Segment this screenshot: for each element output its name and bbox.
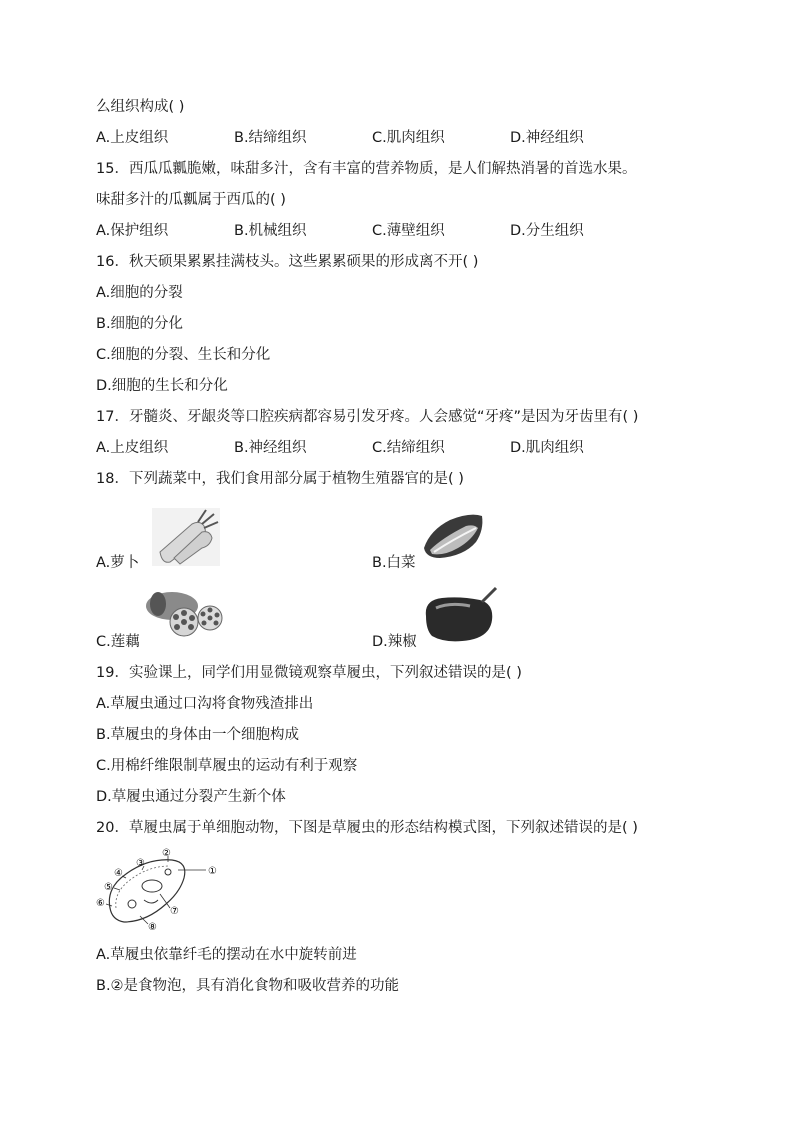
- q15-stem-line1: 15．西瓜瓜瓤脆嫩，味甜多汁，含有丰富的营养物质，是人们解热消暑的首选水果。: [96, 161, 637, 177]
- q19-option-c[interactable]: C.用棉纤维限制草履虫的运动有利于观察: [96, 758, 358, 774]
- q18-option-b[interactable]: B.白菜: [372, 555, 416, 571]
- q16-option-b[interactable]: B.细胞的分化: [96, 316, 184, 332]
- q17-options: [96, 438, 716, 458]
- lotus-root-photo: [144, 588, 226, 640]
- paramecium-diagram: [96, 848, 226, 930]
- q14-options: [96, 128, 716, 148]
- q16-option-a[interactable]: A.细胞的分裂: [96, 285, 183, 301]
- q16-option-d[interactable]: D.细胞的生长和分化: [96, 378, 228, 394]
- q15-option-a[interactable]: A.保护组织: [96, 223, 169, 239]
- q14-option-b[interactable]: B.结缔组织: [234, 130, 307, 146]
- q17-stem: 17．牙髓炎、牙龈炎等口腔疾病都容易引发牙疼。人会感觉“牙疼”是因为牙齿里有( ): [96, 409, 639, 425]
- q15-option-b[interactable]: B.机械组织: [234, 223, 307, 239]
- q15-option-d[interactable]: D.分生组织: [510, 223, 584, 239]
- q15-options: [96, 221, 716, 241]
- q20-option-a[interactable]: A.草履虫依靠纤毛的摆动在水中旋转前进: [96, 947, 357, 963]
- q19-option-a[interactable]: A.草履虫通过口沟将食物残渣排出: [96, 696, 314, 712]
- q16-stem: 16．秋天硕果累累挂满枝头。这些累累硕果的形成离不开( ): [96, 254, 479, 270]
- q17-option-b[interactable]: B.神经组织: [234, 440, 307, 456]
- diagram-label-7: ⑦: [170, 906, 179, 917]
- q17-option-d[interactable]: D.肌肉组织: [510, 440, 584, 456]
- q14-option-a[interactable]: A.上皮组织: [96, 130, 169, 146]
- diagram-label-4: ④: [114, 868, 123, 879]
- q18-option-c[interactable]: C.莲藕: [96, 634, 140, 650]
- q14-stem-end: 么组织构成( ): [96, 99, 185, 115]
- diagram-label-5: ⑤: [104, 882, 113, 893]
- q15-stem-line2: 味甜多汁的瓜瓤属于西瓜的( ): [96, 192, 286, 208]
- q18-option-a[interactable]: A.萝卜: [96, 555, 140, 571]
- q17-option-a[interactable]: A.上皮组织: [96, 440, 169, 456]
- q20-option-b[interactable]: B.②是食物泡，具有消化食物和吸收营养的功能: [96, 978, 400, 994]
- q14-option-c[interactable]: C.肌肉组织: [372, 130, 445, 146]
- pepper-photo: [420, 586, 502, 646]
- q16-option-c[interactable]: C.细胞的分裂、生长和分化: [96, 347, 271, 363]
- diagram-label-2: ②: [162, 848, 171, 859]
- q19-option-d[interactable]: D.草履虫通过分裂产生新个体: [96, 789, 286, 805]
- q18-option-d[interactable]: D.辣椒: [372, 634, 417, 650]
- q15-option-c[interactable]: C.薄壁组织: [372, 223, 445, 239]
- diagram-label-1: ①: [208, 866, 217, 877]
- diagram-label-8: ⑧: [148, 922, 157, 930]
- q18-stem: 18．下列蔬菜中，我们食用部分属于植物生殖器官的是( ): [96, 471, 464, 487]
- cabbage-photo: [420, 510, 486, 560]
- radish-photo: [152, 508, 220, 566]
- q19-option-b[interactable]: B.草履虫的身体由一个细胞构成: [96, 727, 300, 743]
- q20-stem: 20．草履虫属于单细胞动物，下图是草履虫的形态结构模式图，下列叙述错误的是( ): [96, 820, 638, 836]
- q19-stem: 19．实验课上，同学们用显微镜观察草履虫，下列叙述错误的是( ): [96, 665, 522, 681]
- diagram-label-3: ③: [136, 858, 145, 869]
- q14-option-d[interactable]: D.神经组织: [510, 130, 584, 146]
- q17-option-c[interactable]: C.结缔组织: [372, 440, 445, 456]
- diagram-label-6: ⑥: [96, 898, 105, 909]
